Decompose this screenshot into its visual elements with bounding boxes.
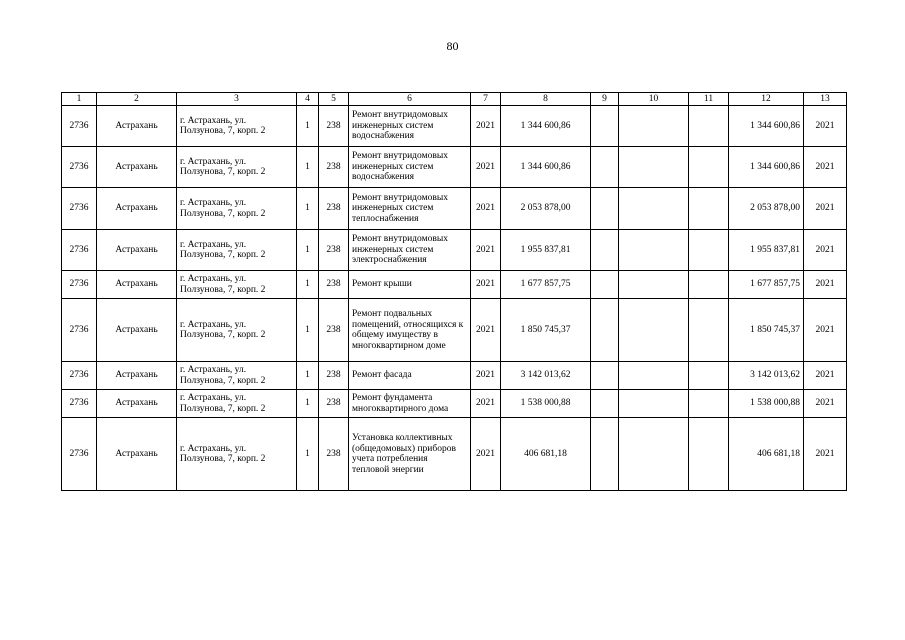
cell-address: г. Астрахань, ул. Ползунова, 7, корп. 2 — [177, 147, 297, 188]
cell-cost: 2 053 878,00 — [501, 188, 591, 230]
cell-city: Астрахань — [97, 271, 177, 299]
cell-work-type: Ремонт фасада — [349, 362, 471, 390]
cell-city: Астрахань — [97, 362, 177, 390]
cell-city: Астрахань — [97, 418, 177, 491]
cell-col10 — [619, 230, 689, 271]
cell-col11 — [689, 362, 729, 390]
table-row — [62, 271, 847, 299]
cell-col9 — [591, 271, 619, 299]
cell-col11 — [689, 106, 729, 147]
cell-col10 — [619, 299, 689, 362]
cell-end-year: 2021 — [804, 106, 847, 147]
cell-work-type: Ремонт фундамента многоквартирного дома — [349, 390, 471, 418]
cell-code: 2736 — [62, 188, 97, 230]
cell-col9 — [591, 147, 619, 188]
cell-col11 — [689, 390, 729, 418]
column-header: 8 — [501, 93, 591, 106]
cell-cost: 1 677 857,75 — [501, 271, 591, 299]
cell-address: г. Астрахань, ул. Ползунова, 7, корп. 2 — [177, 230, 297, 271]
cell-year: 2021 — [471, 271, 501, 299]
cell-col10 — [619, 362, 689, 390]
header-row — [62, 93, 847, 106]
cell-col4: 1 — [297, 147, 319, 188]
cell-col11 — [689, 271, 729, 299]
cell-address: г. Астрахань, ул. Ползунова, 7, корп. 2 — [177, 299, 297, 362]
table-row — [62, 390, 847, 418]
cell-address: г. Астрахань, ул. Ползунова, 7, корп. 2 — [177, 418, 297, 491]
cell-end-year: 2021 — [804, 362, 847, 390]
cell-code: 2736 — [62, 106, 97, 147]
cell-col5: 238 — [319, 188, 349, 230]
cell-col9 — [591, 230, 619, 271]
column-header: 6 — [349, 93, 471, 106]
cell-col4: 1 — [297, 299, 319, 362]
cell-col11 — [689, 147, 729, 188]
cell-col9 — [591, 362, 619, 390]
cell-col5: 238 — [319, 362, 349, 390]
cell-city: Астрахань — [97, 106, 177, 147]
cell-col10 — [619, 271, 689, 299]
column-header: 3 — [177, 93, 297, 106]
cell-col5: 238 — [319, 230, 349, 271]
cell-end-year: 2021 — [804, 271, 847, 299]
cell-code: 2736 — [62, 147, 97, 188]
cell-city: Астрахань — [97, 230, 177, 271]
cell-cost: 1 344 600,86 — [501, 147, 591, 188]
cell-col4: 1 — [297, 106, 319, 147]
cell-end-year: 2021 — [804, 299, 847, 362]
cell-year: 2021 — [471, 106, 501, 147]
column-header: 13 — [804, 93, 847, 106]
cell-cost: 1 850 745,37 — [501, 299, 591, 362]
cell-end-year: 2021 — [804, 390, 847, 418]
cell-col10 — [619, 188, 689, 230]
cell-col5: 238 — [319, 390, 349, 418]
table-row — [62, 299, 847, 362]
cell-col4: 1 — [297, 188, 319, 230]
cell-col4: 1 — [297, 362, 319, 390]
cell-work-type: Ремонт подвальных помещений, относящихся к общему имуществу в многоквартирном доме — [349, 299, 471, 362]
cell-year: 2021 — [471, 147, 501, 188]
cell-year: 2021 — [471, 230, 501, 271]
cell-address: г. Астрахань, ул. Ползунова, 7, корп. 2 — [177, 271, 297, 299]
cell-col10 — [619, 147, 689, 188]
cell-end-year: 2021 — [804, 230, 847, 271]
cell-work-type: Ремонт внутридомовых инженерных систем водоснабжения — [349, 147, 471, 188]
cell-total: 406 681,18 — [729, 418, 804, 491]
cell-city: Астрахань — [97, 147, 177, 188]
column-header: 9 — [591, 93, 619, 106]
cell-address: г. Астрахань, ул. Ползунова, 7, корп. 2 — [177, 106, 297, 147]
cell-col11 — [689, 188, 729, 230]
cell-col5: 238 — [319, 418, 349, 491]
column-header: 11 — [689, 93, 729, 106]
cell-total: 1 677 857,75 — [729, 271, 804, 299]
cell-code: 2736 — [62, 230, 97, 271]
cell-year: 2021 — [471, 299, 501, 362]
table-row — [62, 362, 847, 390]
column-header: 5 — [319, 93, 349, 106]
cell-city: Астрахань — [97, 188, 177, 230]
cell-cost: 1 955 837,81 — [501, 230, 591, 271]
cell-code: 2736 — [62, 271, 97, 299]
cell-total: 3 142 013,62 — [729, 362, 804, 390]
cell-work-type: Ремонт внутридомовых инженерных систем водоснабжения — [349, 106, 471, 147]
cell-col10 — [619, 390, 689, 418]
cell-col9 — [591, 390, 619, 418]
cell-city: Астрахань — [97, 390, 177, 418]
register-table — [61, 92, 847, 491]
cell-code: 2736 — [62, 418, 97, 491]
cell-cost: 3 142 013,62 — [501, 362, 591, 390]
cell-cost: 1 538 000,88 — [501, 390, 591, 418]
cell-end-year: 2021 — [804, 147, 847, 188]
cell-cost: 406 681,18 — [501, 418, 591, 491]
cell-col10 — [619, 106, 689, 147]
cell-year: 2021 — [471, 188, 501, 230]
column-header: 1 — [62, 93, 97, 106]
column-header: 4 — [297, 93, 319, 106]
table-row — [62, 188, 847, 230]
column-header: 2 — [97, 93, 177, 106]
cell-col11 — [689, 418, 729, 491]
cell-work-type: Установка коллективных (общедомовых) приборов учета потребления тепловой энергии — [349, 418, 471, 491]
cell-city: Астрахань — [97, 299, 177, 362]
cell-work-type: Ремонт внутридомовых инженерных систем электроснабжения — [349, 230, 471, 271]
cell-year: 2021 — [471, 418, 501, 491]
table-row — [62, 230, 847, 271]
cell-total: 1 344 600,86 — [729, 147, 804, 188]
column-header: 10 — [619, 93, 689, 106]
cell-total: 1 344 600,86 — [729, 106, 804, 147]
cell-end-year: 2021 — [804, 418, 847, 491]
table-row — [62, 106, 847, 147]
cell-end-year: 2021 — [804, 188, 847, 230]
cell-work-type: Ремонт крыши — [349, 271, 471, 299]
cell-address: г. Астрахань, ул. Ползунова, 7, корп. 2 — [177, 362, 297, 390]
cell-col5: 238 — [319, 106, 349, 147]
column-header: 12 — [729, 93, 804, 106]
page-number: 80 — [446, 39, 459, 53]
cell-total: 1 538 000,88 — [729, 390, 804, 418]
cell-code: 2736 — [62, 299, 97, 362]
cell-total: 2 053 878,00 — [729, 188, 804, 230]
cell-col9 — [591, 299, 619, 362]
cell-col4: 1 — [297, 390, 319, 418]
cell-total: 1 850 745,37 — [729, 299, 804, 362]
cell-col4: 1 — [297, 230, 319, 271]
cell-col4: 1 — [297, 271, 319, 299]
cell-address: г. Астрахань, ул. Ползунова, 7, корп. 2 — [177, 188, 297, 230]
cell-year: 2021 — [471, 362, 501, 390]
table-row — [62, 418, 847, 491]
cell-code: 2736 — [62, 362, 97, 390]
cell-col11 — [689, 230, 729, 271]
cell-code: 2736 — [62, 390, 97, 418]
cell-cost: 1 344 600,86 — [501, 106, 591, 147]
cell-year: 2021 — [471, 390, 501, 418]
cell-col5: 238 — [319, 299, 349, 362]
table-row — [62, 147, 847, 188]
cell-col9 — [591, 418, 619, 491]
cell-col9 — [591, 188, 619, 230]
column-header: 7 — [471, 93, 501, 106]
cell-col5: 238 — [319, 147, 349, 188]
cell-total: 1 955 837,81 — [729, 230, 804, 271]
cell-work-type: Ремонт внутридомовых инженерных систем теплоснабжения — [349, 188, 471, 230]
cell-col11 — [689, 299, 729, 362]
cell-col4: 1 — [297, 418, 319, 491]
cell-col9 — [591, 106, 619, 147]
cell-address: г. Астрахань, ул. Ползунова, 7, корп. 2 — [177, 390, 297, 418]
cell-col10 — [619, 418, 689, 491]
cell-col5: 238 — [319, 271, 349, 299]
